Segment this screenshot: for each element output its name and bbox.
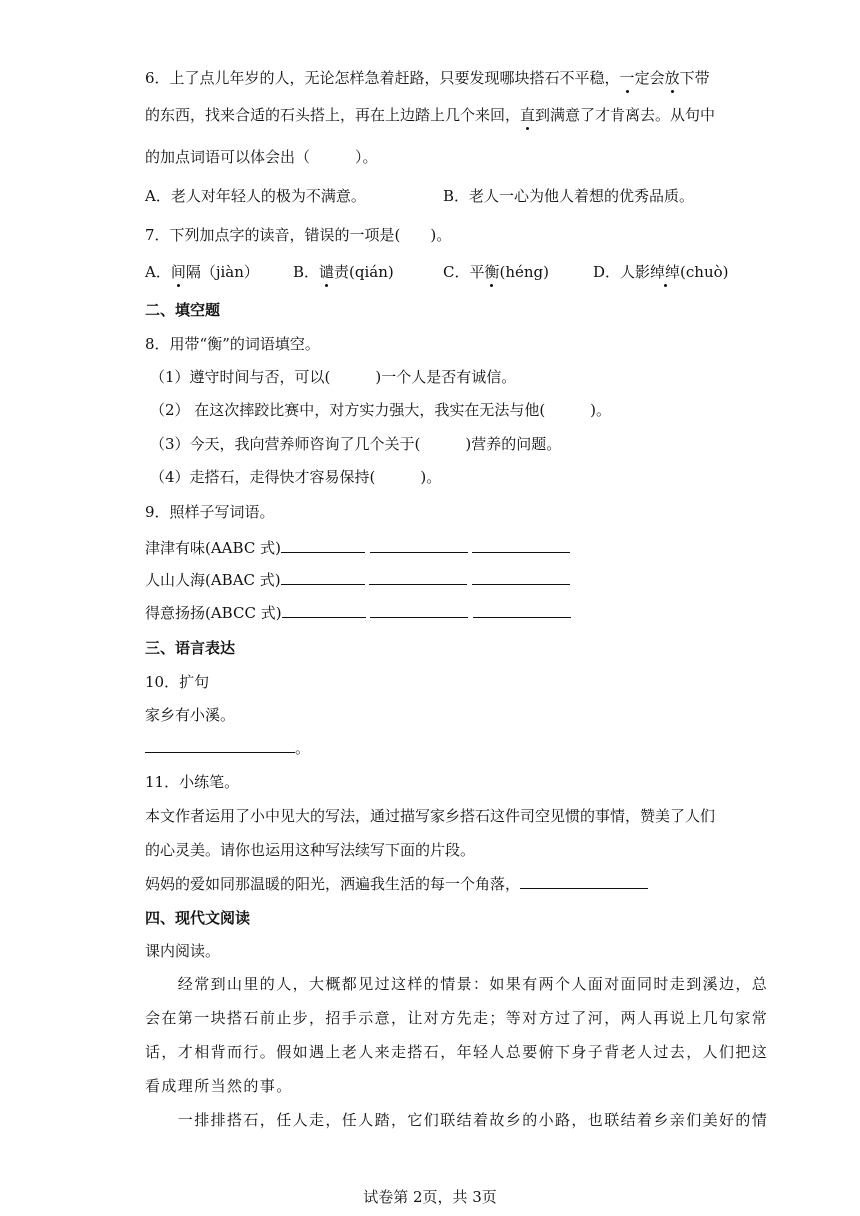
q7-b-post: 责(qián) [334, 263, 394, 281]
q6-text: 定会 [634, 69, 665, 87]
q7-d-post: (chuò) [680, 263, 729, 281]
reading-para-2-line-1: 一排排搭石，任人走，任人踏，它们联结着故乡的小路，也联结着乡亲们美好的情 [145, 1111, 769, 1129]
q10-stem: 10．扩句 [145, 673, 210, 691]
q10-period: 。 [295, 739, 311, 757]
emphasis-char: 放 [664, 69, 680, 87]
reading-para-1-line-1: 经常到山里的人，大概都见过这样的情景：如果有两个人面对面同时走到溪边，总 [145, 975, 769, 993]
answer-blank[interactable] [472, 538, 570, 553]
answer-blank[interactable] [145, 738, 295, 753]
page-footer: 试卷第 2页，共 3页 [363, 1188, 497, 1206]
q7-d-pre: D．人影 [593, 263, 651, 281]
q7-options [145, 262, 729, 282]
emphasis-char: 间 [170, 263, 186, 281]
q7-a-pre: A． [145, 263, 171, 281]
section-heading-3: 三、语言表达 [145, 639, 236, 657]
q6-line-3: 的加点词语可以体会出（ ）。 [145, 148, 378, 166]
q7-option-a[interactable] [145, 262, 259, 282]
q6-text: 6．上了点儿年岁的人，无论怎样急着赶路，只要发现哪块搭石不平稳， [145, 69, 620, 87]
reading-para-1-line-4: 看成理所当然的事。 [145, 1077, 293, 1095]
q9-row-3 [145, 603, 571, 623]
q11-prompt-text: 妈妈的爱如同那温暖的阳光，洒遍我生活的每一个角落， [145, 875, 521, 893]
answer-blank[interactable] [282, 603, 366, 618]
answer-blank[interactable] [281, 538, 365, 553]
answer-blank[interactable] [473, 603, 571, 618]
q6-text: 的东西，找来合适的石头搭上，再在上边踏上几个来回， [145, 106, 521, 124]
q6-text: 下带 [679, 69, 710, 87]
emphasis-char: 直 [520, 106, 536, 124]
q10-answer-line [145, 738, 310, 758]
q7-option-b[interactable] [293, 262, 394, 282]
q11-stem: 11．小练笔。 [145, 773, 240, 791]
q8-item-2: （2） 在这次摔跤比赛中，对方实力强大，我实在无法与他( )。 [150, 401, 612, 419]
section-heading-4: 四、现代文阅读 [145, 909, 251, 927]
q6-line-1 [145, 68, 710, 88]
answer-blank[interactable] [370, 603, 468, 618]
q10-sentence: 家乡有小溪。 [145, 706, 236, 724]
q9-stem: 9．照样子写词语。 [145, 503, 275, 521]
q6-options [145, 186, 715, 206]
emphasis-char: 绰绰 [650, 263, 681, 281]
q8-item-3: （3）今天，我向营养师咨询了几个关于( )营养的问题。 [150, 435, 562, 453]
emphasis-char: 谴 [319, 263, 335, 281]
q8-stem: 8．用带“衡”的词语填空。 [145, 335, 320, 353]
emphasis-char: 衡 [484, 263, 500, 281]
q11-prompt-1: 本文作者运用了小中见大的写法，通过描写家乡搭石这件司空见惯的事情，赞美了人们 [145, 807, 716, 825]
q11-prompt-2: 的心灵美。请你也运用这种写法续写下面的片段。 [145, 841, 476, 859]
answer-blank[interactable] [472, 570, 570, 585]
q9-pattern-label: 人山人海(ABAC 式) [145, 571, 281, 589]
q7-option-d[interactable] [593, 262, 729, 282]
answer-blank[interactable] [520, 874, 648, 889]
q6-text: 到满意了才肯离去。从句中 [535, 106, 716, 124]
q9-pattern-label: 得意扬扬(ABCC 式) [145, 604, 282, 622]
q6-line-2 [145, 105, 715, 125]
q9-row-2 [145, 570, 570, 590]
reading-intro: 课内阅读。 [145, 942, 221, 960]
reading-para-1-line-3: 话，才相背而行。假如遇上老人来走搭石，年轻人总要俯下身子背老人过去，人们把这 [145, 1043, 769, 1061]
answer-blank[interactable] [370, 538, 468, 553]
answer-blank[interactable] [281, 570, 365, 585]
q7-b-pre: B． [293, 263, 320, 281]
q7-c-pre: C．平 [443, 263, 485, 281]
q9-pattern-label: 津津有味(AABC 式) [145, 539, 281, 557]
q9-row-1 [145, 538, 570, 558]
reading-para-1-line-2: 会在第一块搭石前止步，招手示意，让对方先走；等对方过了河，两人再说上几句家常 [145, 1009, 769, 1027]
q7-a-post: 隔（jiàn） [185, 263, 259, 281]
q6-option-b[interactable]: B．老人一心为他人着想的优秀品质。 [443, 187, 695, 205]
emphasis-char: 一 [619, 69, 635, 87]
q7-c-post: (héng) [499, 263, 550, 281]
answer-blank[interactable] [369, 570, 467, 585]
q8-item-1: （1）遵守时间与否，可以( )一个人是否有诚信。 [150, 368, 517, 386]
q7-stem: 7．下列加点字的读音，错误的一项是( )。 [145, 226, 452, 244]
q7-option-c[interactable] [443, 262, 549, 282]
section-heading-2: 二、填空题 [145, 301, 221, 319]
q8-item-4: （4）走搭石，走得快才容易保持( )。 [150, 468, 442, 486]
q11-prompt-3 [145, 874, 648, 894]
q6-option-a[interactable]: A．老人对年轻人的极为不满意。 [145, 187, 366, 205]
